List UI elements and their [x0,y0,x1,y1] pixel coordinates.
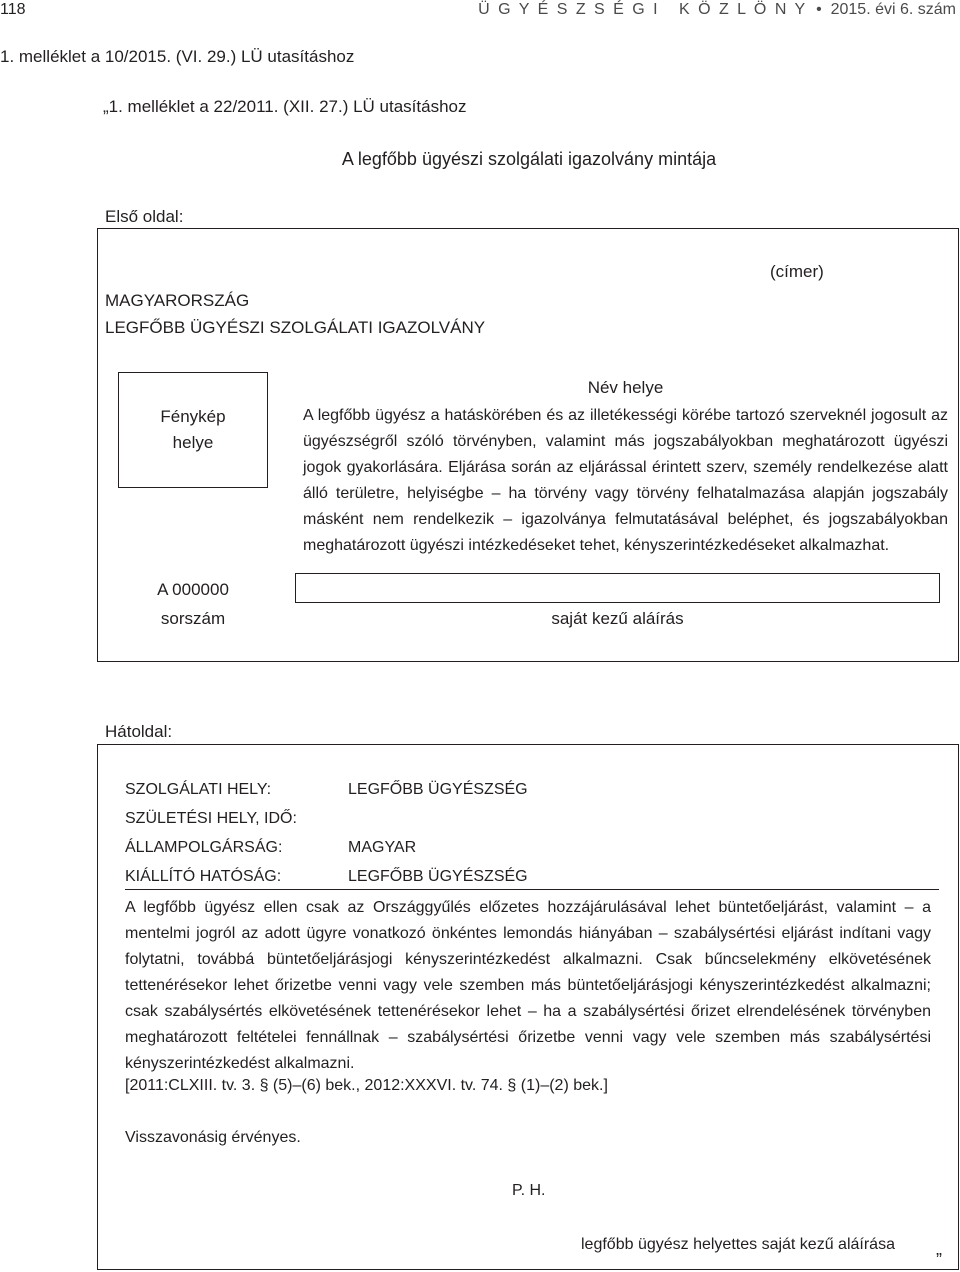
country-name: MAGYARORSZÁG [105,291,250,310]
immunity-text: A legfőbb ügyész ellen csak az Országgyűlés előzetes hozzájárulásával lehet büntetőeljárást, valamint – a mentelmi jogról az adott ügyre vonatkozó önkéntes lemondás hiányában – szabálysértési eljárást indítani vagy folytatni, továbbá büntetőeljárásjogi kényszerintézkedést alkalmazni. Csak bűncselekmény elkövetésének tettenérésekor lehet őrizetbe venni vagy vele szemben más büntetőeljárásjogi kényszerintézkedést alkalmazni; csak szabálysértés elkövetésének tettenérésekor lehet – ha a szabálysértési őrizet elrendelésének törvényben meghatározott feltételei fennállnak – szabálysértési őrizetbe venni vagy vele szemben más szabálysértési kényszerintézkedést alkalmazni. [125,899,931,1072]
field-divider [125,889,939,890]
signature-label: saját kezű aláírás [551,609,684,628]
front-label: Első oldal: [105,207,184,226]
header-bullet: • [816,1,822,18]
card-front [97,228,959,662]
issue-label: 2015. évi 6. szám [830,1,956,18]
name-placeholder: Név helye [587,378,664,397]
field-value-citizenship: MAGYAR [348,839,417,856]
photo-label-line2: helye [172,433,214,452]
journal-header [478,0,956,20]
card-back [97,744,959,1270]
coat-of-arms-placeholder: (címer) [770,262,824,281]
deputy-signature-label: legfőbb ügyész helyettes saját kezű aláírása [581,1236,895,1253]
serial-number: A 000000 [157,580,229,599]
journal-name: Ü G Y É S Z S É G I K Ö Z L Ö N Y [478,1,808,18]
quoted-annex-title: „1. melléklet a 22/2011. (XII. 27.) LÜ utasításhoz [103,97,467,116]
document-title: A legfőbb ügyészi szolgálati igazolvány mintája [341,149,717,169]
photo-placeholder [118,372,268,488]
serial-label: sorszám [160,609,226,628]
field-label-service-place: SZOLGÁLATI HELY: [125,781,272,798]
back-label: Hátoldal: [105,722,173,741]
validity-note: Visszavonásig érvényes. [125,1129,301,1146]
legal-reference: [2011:CLXIII. tv. 3. § (5)–(6) bek., 2012:XXXVI. tv. 74. § (1)–(2) bek.] [125,1077,608,1094]
field-value-issuer: LEGFŐBB ÜGYÉSZSÉG [348,868,528,885]
field-label-birth: SZÜLETÉSI HELY, IDŐ: [125,810,297,827]
authority-text: A legfőbb ügyész a hatáskörében és az illetékességi körébe tartozó szerveknél jogosult az ügyészségről szóló törvényben, valamint más jogszabályokban meghatározott ügyészi jogok gyakorlására. Eljárása során az eljárással érintett szerv, személy rendelkezése alatt álló területre, helyiségbe – ha törvény vagy törvény felhatalmazása alapján jogszabály másként nem rendelkezik – igazolványa felmutatásával beléphet, és jogszabályokban meghatározott ügyészi intézkedéseket tehet, kényszerintézkedéseket alkalmazhat. [303,407,948,554]
page-number: 118 [0,1,26,18]
card-name: LEGFŐBB ÜGYÉSZI SZOLGÁLATI IGAZOLVÁNY [105,318,486,337]
photo-label-line1: Fénykép [160,407,226,426]
field-label-issuer: KIÁLLÍTÓ HATÓSÁG: [125,868,282,885]
stamp-placeholder: P. H. [512,1182,546,1199]
closing-quote: ” [936,1250,942,1270]
signature-box [295,573,940,603]
annex-title: 1. melléklet a 10/2015. (VI. 29.) LÜ utasításhoz [0,47,355,66]
field-label-citizenship: ÁLLAMPOLGÁRSÁG: [125,839,283,856]
field-value-service-place: LEGFŐBB ÜGYÉSZSÉG [348,781,528,798]
